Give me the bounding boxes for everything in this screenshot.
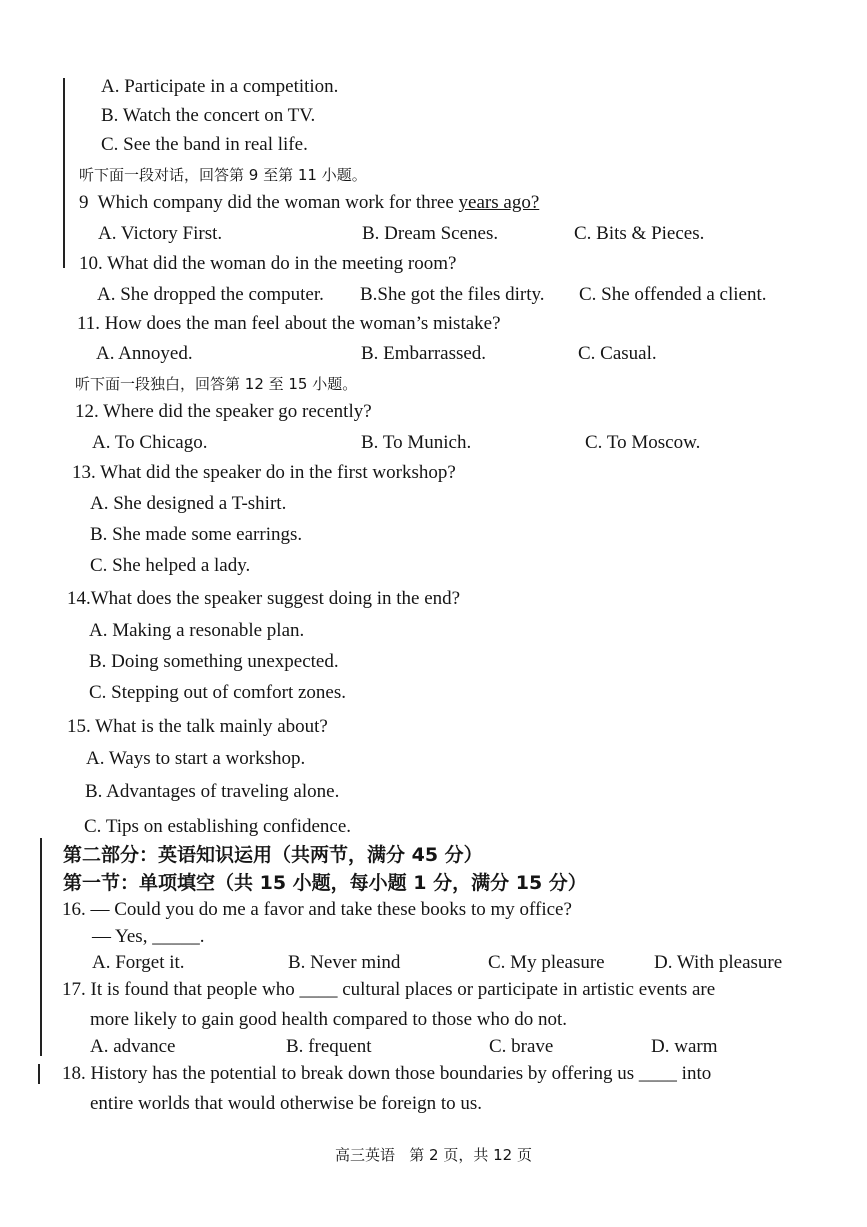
q14-stem: 14.What does the speaker suggest doing in the end? (67, 588, 461, 609)
section1-heading: 第一节：单项填空（共 15 小题，每小题 1 分，满分 15 分） (63, 872, 587, 894)
q11-option-a: A. Annoyed. (96, 343, 193, 364)
q13-option-c: C. She helped a lady. (90, 555, 251, 576)
q10-stem: 10. What did the woman do in the meeting room? (79, 253, 457, 274)
q9-option-c: C. Bits & Pieces. (574, 223, 705, 244)
q18-stem-line1: 18. History has the potential to break down those boundaries by offering us ____ into (62, 1063, 712, 1084)
q11-option-c: C. Casual. (578, 343, 657, 364)
q12-option-a: A. To Chicago. (92, 432, 208, 453)
q17-option-c: C. brave (489, 1036, 554, 1057)
q17-option-d: D. warm (651, 1036, 718, 1057)
q15-stem: 15. What is the talk mainly about? (67, 716, 328, 737)
q12-option-c: C. To Moscow. (585, 432, 701, 453)
q15-option-c: C. Tips on establishing confidence. (84, 816, 352, 837)
q17-option-a: A. advance (90, 1036, 176, 1057)
q9-stem (79, 192, 539, 214)
q16-reply: — Yes, _____. (92, 926, 205, 947)
section-12-15-instruction: 听下面一段独白，回答第 12 至 15 小题。 (75, 375, 358, 393)
q17-option-b: B. frequent (286, 1036, 372, 1057)
q9-option-b: B. Dream Scenes. (362, 223, 499, 244)
q18-stem-line2: entire worlds that would otherwise be foreign to us. (90, 1093, 483, 1114)
q13-option-b: B. She made some earrings. (90, 524, 303, 545)
q11-stem: 11. How does the man feel about the woman’s mistake? (77, 313, 501, 334)
section-9-11-instruction: 听下面一段对话，回答第 9 至第 11 小题。 (79, 166, 367, 184)
q9-stem-underlined: years ago? (458, 192, 540, 213)
q16-option-c: C. My pleasure (488, 952, 605, 973)
q8-option-b: B. Watch the concert on TV. (101, 105, 316, 126)
page-footer: 高三英语 第 2 页，共 12 页 (334, 1146, 532, 1164)
margin-bar-bottom (40, 838, 42, 1056)
q16-option-d: D. With pleasure (654, 952, 783, 973)
q17-stem-line2: more likely to gain good health compared to those who do not. (90, 1009, 568, 1030)
q10-option-a: A. She dropped the computer. (97, 284, 324, 305)
q10-option-b: B.She got the files dirty. (360, 284, 545, 305)
q14-option-c: C. Stepping out of comfort zones. (89, 682, 346, 703)
part2-heading: 第二部分：英语知识运用（共两节，满分 45 分） (63, 844, 483, 866)
margin-bar-top (63, 78, 65, 268)
q8-option-c: C. See the band in real life. (101, 134, 308, 155)
q16-option-a: A. Forget it. (92, 952, 185, 973)
q14-option-b: B. Doing something unexpected. (89, 651, 339, 672)
q17-stem-line1: 17. It is found that people who ____ cultural places or participate in artistic events are (62, 979, 716, 1000)
q15-option-a: A. Ways to start a workshop. (86, 748, 306, 769)
q8-option-a: A. Participate in a competition. (101, 76, 339, 97)
q16-option-b: B. Never mind (288, 952, 401, 973)
q15-option-b: B. Advantages of traveling alone. (85, 781, 340, 802)
q12-stem: 12. Where did the speaker go recently? (75, 401, 372, 422)
q14-option-a: A. Making a resonable plan. (89, 620, 305, 641)
margin-bar-q18 (38, 1064, 40, 1084)
q10-option-c: C. She offended a client. (579, 284, 767, 305)
q13-stem: 13. What did the speaker do in the first workshop? (72, 462, 456, 483)
q13-option-a: A. She designed a T-shirt. (90, 493, 287, 514)
q12-option-b: B. To Munich. (361, 432, 472, 453)
q9-option-a: A. Victory First. (98, 223, 223, 244)
q11-option-b: B. Embarrassed. (361, 343, 487, 364)
q16-stem: 16. — Could you do me a favor and take these books to my office? (62, 899, 572, 920)
q9-stem-text: 9 Which company did the woman work for three (79, 192, 459, 213)
